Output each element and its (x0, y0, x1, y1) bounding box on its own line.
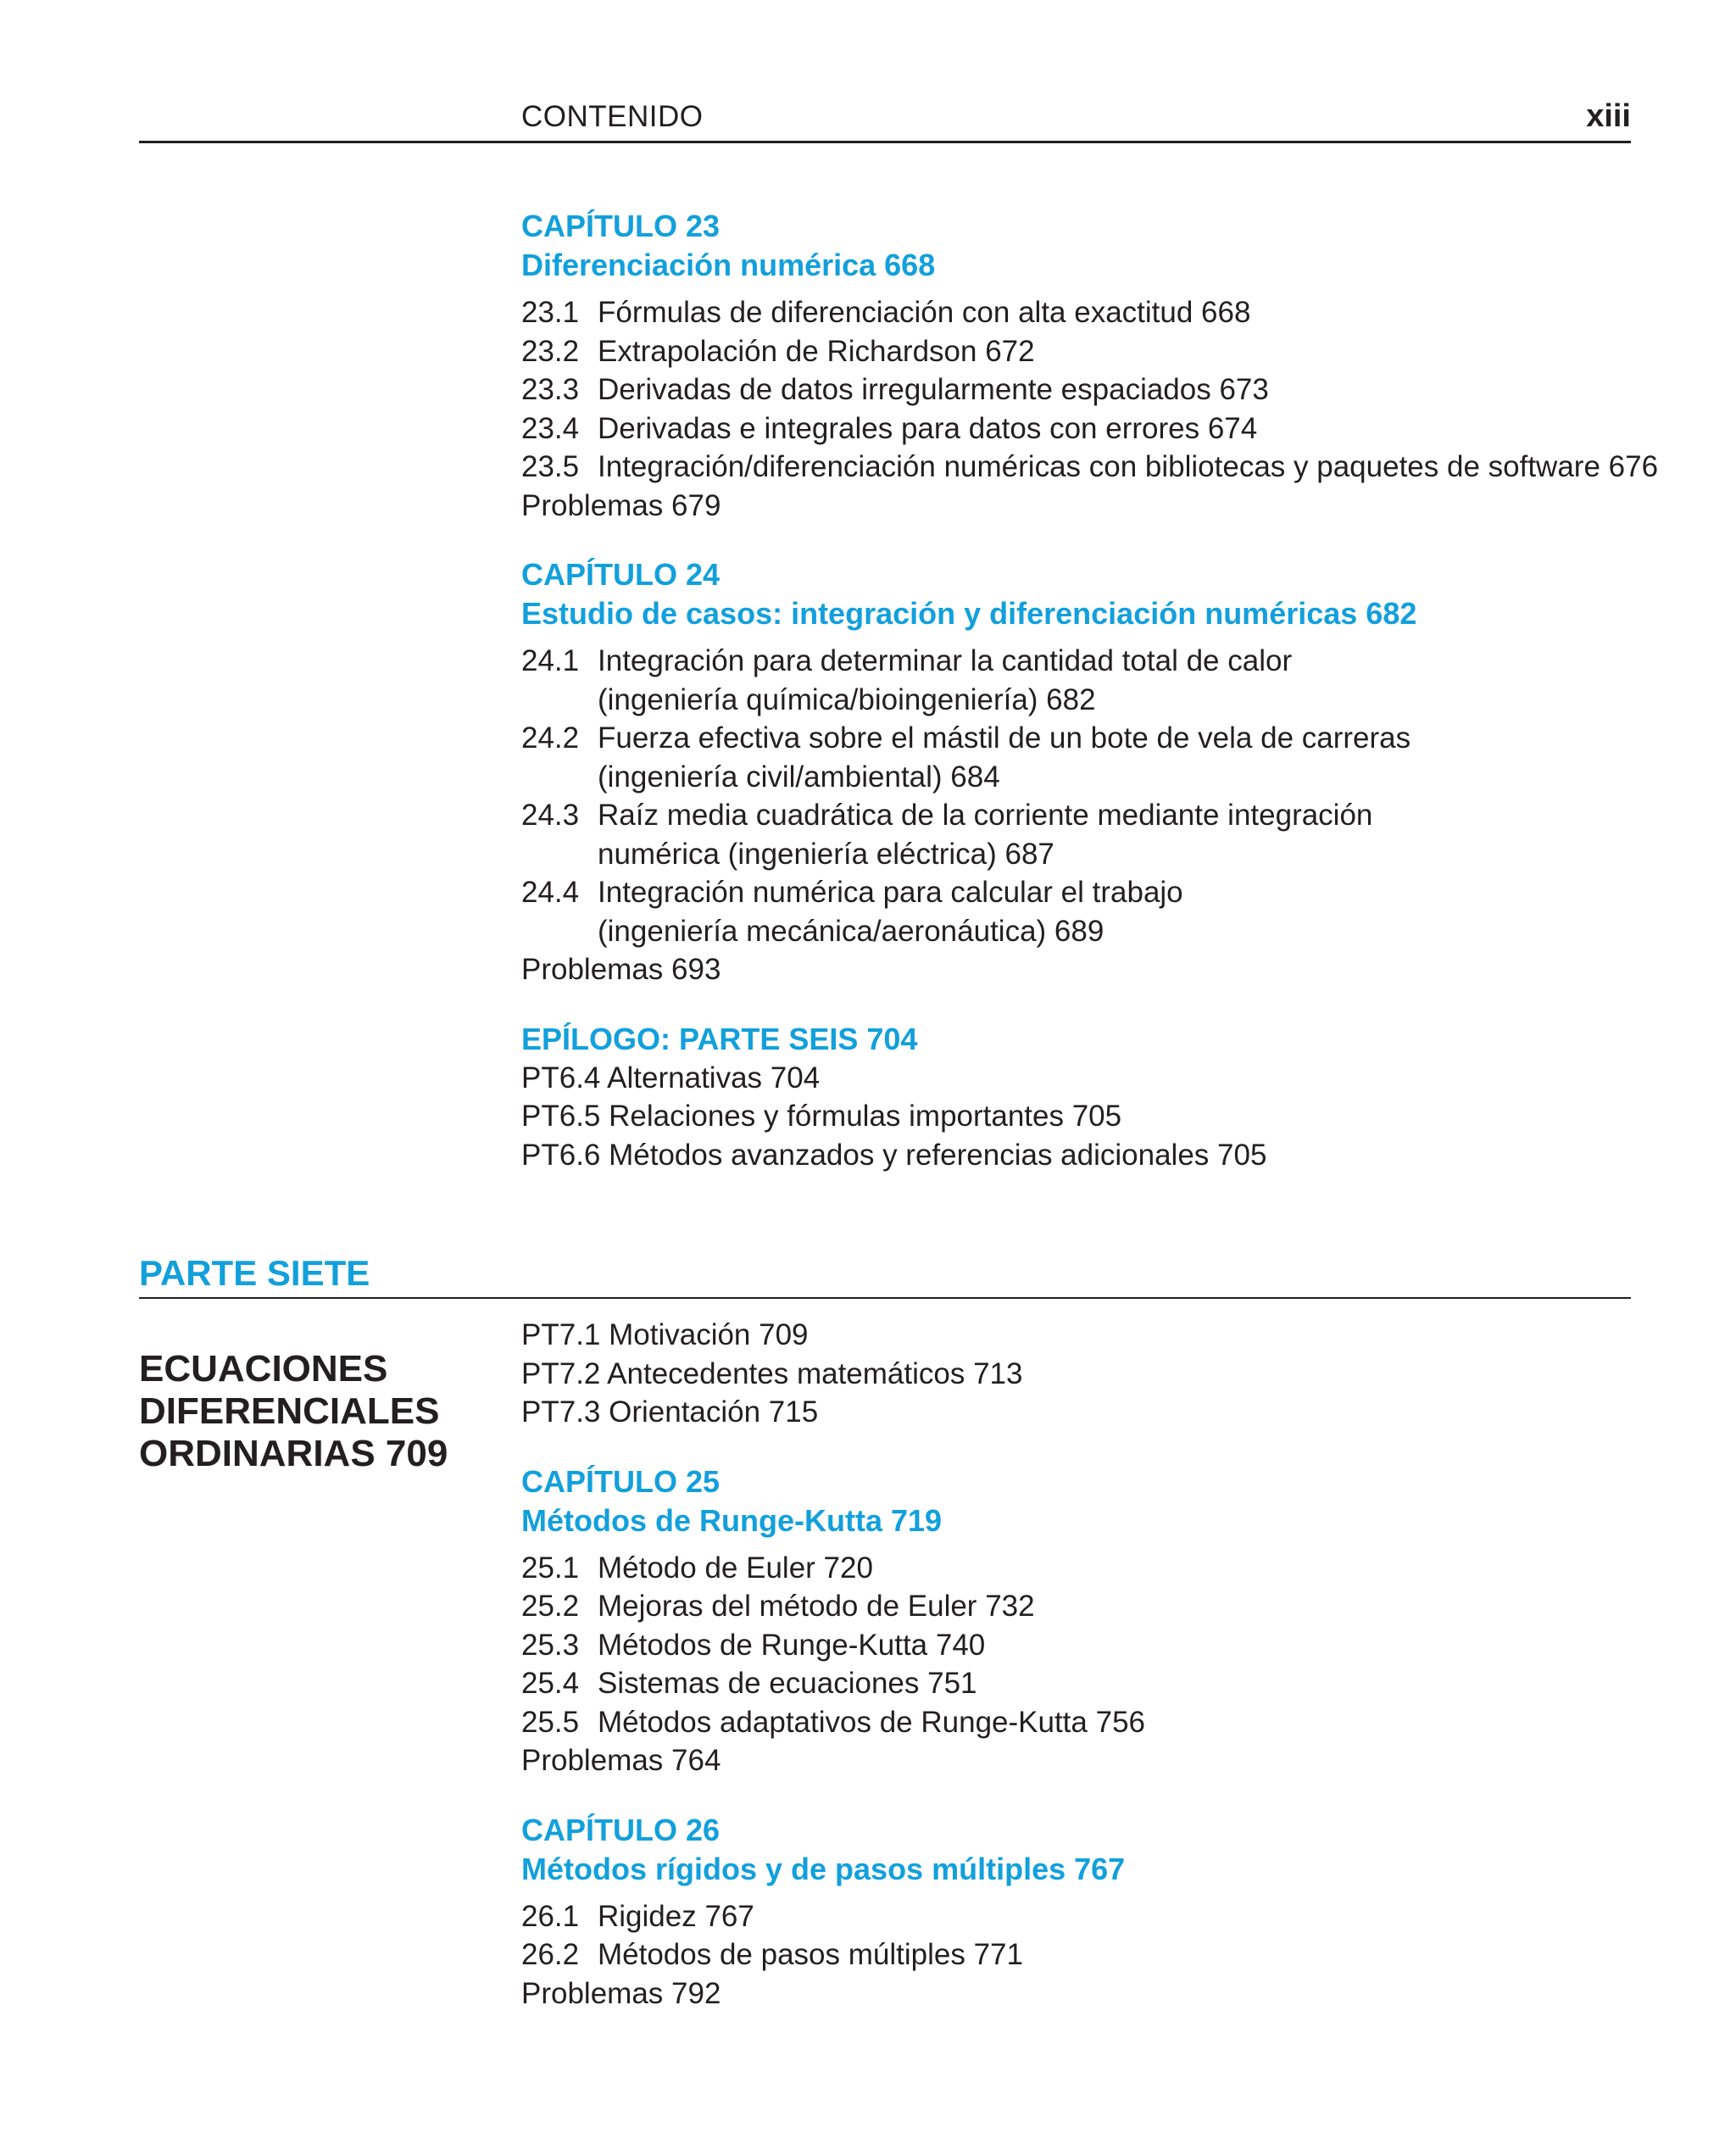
chapter-26 (521, 1811, 1640, 2014)
toc-entry (521, 448, 1659, 487)
toc-entry (521, 1587, 1640, 1626)
section-number: 26.2 (521, 1938, 580, 1971)
section-title: Métodos adaptativos de Runge-Kutta 756 (598, 1705, 1145, 1739)
toc-entry: PT7.3 Orientación 715 (521, 1395, 819, 1429)
problems-entry: Problemas 693 (521, 953, 721, 986)
page-number: xiii (1586, 98, 1631, 134)
section-number: 23.1 (521, 296, 580, 329)
section-title: Método de Euler 720 (598, 1551, 873, 1585)
toc-entry (521, 332, 1640, 371)
toc-entry (521, 1936, 1640, 1975)
section-title: Derivadas de datos irregularmente espaciados 673 (598, 373, 1269, 406)
toc-entry: PT7.2 Antecedentes matemáticos 713 (521, 1356, 1023, 1390)
section-title: Mejoras del método de Euler 732 (598, 1590, 1035, 1623)
toc-entry (521, 1626, 1640, 1665)
toc-entry (521, 873, 1640, 950)
section-number: 24.3 (521, 799, 580, 832)
section-title: Fórmulas de diferenciación con alta exactitud 668 (598, 296, 1251, 329)
part-title-line: ORDINARIAS 709 (139, 1433, 448, 1474)
section-number: 24.4 (521, 876, 580, 909)
toc-entry: PT6.5 Relaciones y fórmulas importantes 705 (521, 1100, 1122, 1133)
chapter-title: Métodos de Runge-Kutta 719 (521, 1502, 943, 1538)
toc-column-upper (521, 207, 1659, 1174)
section-title: Sistemas de ecuaciones 751 (598, 1667, 977, 1700)
toc-entry (521, 796, 1640, 873)
section-number: 25.4 (521, 1667, 580, 1700)
toc-entry (521, 719, 1640, 796)
section-title: Integración numérica para calcular el trabajo (598, 876, 1183, 909)
section-number: 25.5 (521, 1705, 580, 1739)
epilogue-title: EPÍLOGO: PARTE SEIS 704 (521, 1021, 918, 1056)
section-number: 25.2 (521, 1590, 580, 1623)
section-number: 23.4 (521, 411, 580, 445)
problems-entry: Problemas 764 (521, 1744, 721, 1777)
section-title: Rigidez 767 (598, 1899, 754, 1933)
section-title-continuation: (ingeniería química/bioingeniería) 682 (598, 682, 1096, 716)
section-number: 23.2 (521, 334, 580, 368)
section-title: Integración para determinar la cantidad total de calor (598, 644, 1293, 677)
problems-entry: Problemas 679 (521, 488, 721, 522)
part-seven-intro (521, 1316, 1640, 1432)
section-title: Métodos de Runge-Kutta 740 (598, 1628, 986, 1662)
section-title-continuation: (ingeniería civil/ambiental) 684 (598, 760, 1000, 794)
section-title: Derivadas e integrales para datos con errores 674 (598, 411, 1258, 445)
problems-entry: Problemas 792 (521, 1976, 721, 2010)
running-title: CONTENIDO (521, 100, 704, 133)
chapter-label: CAPÍTULO 26 (521, 1812, 721, 1847)
toc-entry (521, 293, 1640, 332)
section-number: 26.1 (521, 1899, 580, 1933)
section-title: Fuerza efectiva sobre el mástil de un bote de vela de carreras (598, 721, 1411, 755)
part-title-line: ECUACIONES (139, 1348, 388, 1390)
toc-entry (521, 1549, 1640, 1588)
running-header (139, 93, 1631, 143)
toc-entry: PT7.1 Motivación 709 (521, 1318, 809, 1351)
section-number: 25.3 (521, 1628, 580, 1662)
section-title: Integración/diferenciación numéricas con bibliotecas y paquetes de software 676 (598, 450, 1659, 483)
section-title: Extrapolación de Richardson 672 (598, 334, 1035, 368)
toc-entry (521, 642, 1640, 719)
toc-entry (521, 370, 1640, 409)
part-title-line: DIFERENCIALES (139, 1390, 440, 1432)
section-title: Métodos de pasos múltiples 771 (598, 1938, 1023, 1971)
toc-entry (521, 1664, 1640, 1703)
section-number: 23.3 (521, 373, 580, 406)
section-number: 25.1 (521, 1551, 580, 1585)
part-title (139, 1348, 495, 1475)
chapter-label: CAPÍTULO 24 (521, 557, 721, 592)
part-divider (139, 1297, 1631, 1299)
section-title-continuation: numérica (ingeniería eléctrica) 687 (598, 837, 1054, 871)
chapter-24 (521, 555, 1640, 989)
section-number: 24.2 (521, 721, 580, 755)
toc-entry (521, 1897, 1640, 1936)
toc-entry: PT6.6 Métodos avanzados y referencias adicionales 705 (521, 1138, 1267, 1172)
chapter-title: Métodos rígidos y de pasos múltiples 767 (521, 1851, 1126, 1886)
section-number: 24.1 (521, 644, 580, 677)
toc-entry (521, 1703, 1640, 1742)
chapter-title: Estudio de casos: integración y diferenciación numéricas 682 (521, 596, 1417, 631)
toc-entry: PT6.4 Alternativas 704 (521, 1061, 821, 1094)
section-number: 23.5 (521, 450, 580, 483)
chapter-label: CAPÍTULO 25 (521, 1463, 721, 1499)
chapter-title: Diferenciación numérica 668 (521, 248, 936, 282)
chapter-25 (521, 1462, 1640, 1780)
section-title-continuation: (ingeniería mecánica/aeronáutica) 689 (598, 914, 1104, 948)
chapter-label: CAPÍTULO 23 (521, 209, 721, 243)
epilogue-part-six (521, 1020, 1640, 1175)
toc-entry (521, 409, 1640, 448)
part-label: PARTE SIETE (139, 1253, 370, 1293)
toc-column-lower (521, 1316, 1640, 2013)
chapter-23 (521, 207, 1659, 525)
section-title: Raíz media cuadrática de la corriente mediante integración (598, 799, 1373, 832)
